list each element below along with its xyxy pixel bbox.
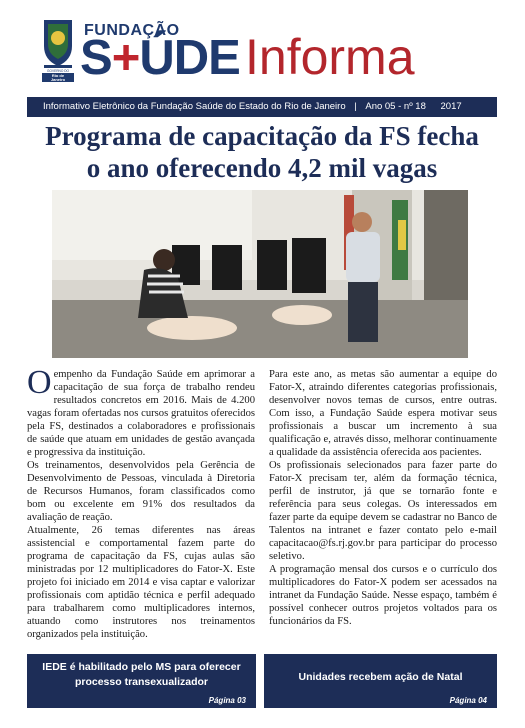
article-paragraph: Os profissionais selecionados para fazer parte do Fator-X precisam ter, além da formação técnica, perfil de instrutor, já que se tornarão fonte e referência para seus colegas. Os interessados em fazer parte da equipe devem se cadastrar no Banco de Talentos na intranet e fazer contato pelo e-mail capacitacao@fs.rj.gov.br para participar do processo seletivo. bbox=[269, 460, 497, 562]
headline bbox=[27, 120, 497, 184]
rio-state-crest-icon bbox=[38, 18, 78, 82]
teaser-page: Página 04 bbox=[449, 696, 487, 705]
headline-line-2: o ano oferecendo 4,2 mil vagas bbox=[86, 153, 438, 183]
crest-caption-rio: Rio de bbox=[51, 73, 65, 78]
crest-caption-top: GOVERNO DO bbox=[47, 69, 69, 73]
bar-description: Informativo Eletrônico da Fundação Saúde do Estado do Rio de Janeiro bbox=[43, 101, 346, 112]
article-column-1 bbox=[27, 364, 255, 641]
issue-bar bbox=[27, 97, 497, 117]
masthead bbox=[0, 0, 525, 97]
article-paragraph bbox=[27, 364, 255, 459]
teaser-box-natal[interactable] bbox=[264, 654, 497, 708]
article-paragraph-text: empenho da Fundação Saúde em aprimorar a capacitação de sua força de trabalho rendeu resultados concretos em 2016. Mais de 4.200 vagas foram ofertadas nos cursos gratuitos oferecidos pela FS, destinados a colaboradores e profissionais de saúde que atuam em unidades de gestão avançada e progressiva da instituição. bbox=[27, 369, 255, 458]
training-photo bbox=[52, 190, 468, 358]
bar-separator: | bbox=[354, 101, 357, 112]
crest-caption-janeiro: Janeiro bbox=[50, 77, 66, 82]
bar-issue: Ano 05 - nº 18 bbox=[365, 101, 426, 112]
saude-plus: + bbox=[111, 31, 140, 85]
saude-ude: ÚDE bbox=[139, 31, 240, 85]
teaser-box-iede[interactable] bbox=[27, 654, 256, 708]
drop-cap: O bbox=[27, 364, 52, 401]
teaser-page: Página 03 bbox=[208, 696, 246, 705]
teaser-title[interactable]: IEDE é habilitado pelo MS para oferecer processo transexualizador bbox=[42, 661, 241, 688]
headline-line-1: Programa de capacitação da FS fecha bbox=[45, 121, 479, 151]
informa-title: Informa bbox=[245, 29, 415, 85]
article-paragraph: Os treinamentos, desenvolvidos pela Gerência de Desenvolvimento de Pessoas, vinculada à Diretoria de Recursos Humanos, foram classificados como bom ou excelente em 91% dos resultados da avaliação de reação. bbox=[27, 460, 255, 523]
bar-year: 2017 bbox=[440, 101, 462, 112]
teaser-title[interactable]: Unidades recebem ação de Natal bbox=[298, 671, 463, 683]
article-paragraph: Atualmente, 26 temas diferentes nas áreas assistencial e comportamental fazem parte do programa de capacitação da FS, cujas aulas são ministradas por 12 multiplicadores do Fator-X. Este projeto foi iniciado em 2014 e visa captar e valorizar profissionais com aptidão técnica e perfil adequado para trabalharem como multiplicadores internos, atuando como instrutores nos treinamentos organizados pela instituição. bbox=[27, 525, 255, 640]
article-paragraph: A programação mensal dos cursos e o currículo dos multiplicadores do Fator-X podem ser acessados na intranet da Fundação Saúde. Nesse espaço, também é possível conhecer outros projetos voltados para os funcionários da FS. bbox=[269, 564, 497, 627]
article-paragraph: Para este ano, as metas são aumentar a equipe do Fator-X, atraindo diferentes categorias profissionais, desenvolver novos temas de cursos, entre outras. Com isso, a Fundação Saúde espera motivar seus profissionais a buscar um incremento à sua qualificação e, através disso, melhorar continuamente a qualidade da assistência oferecida aos pacientes. bbox=[269, 369, 497, 458]
fundacao-label: FUNDAÇÃO bbox=[84, 22, 180, 39]
article-column-2 bbox=[269, 368, 497, 628]
saude-logo bbox=[80, 31, 240, 85]
saude-s: S bbox=[80, 31, 112, 85]
